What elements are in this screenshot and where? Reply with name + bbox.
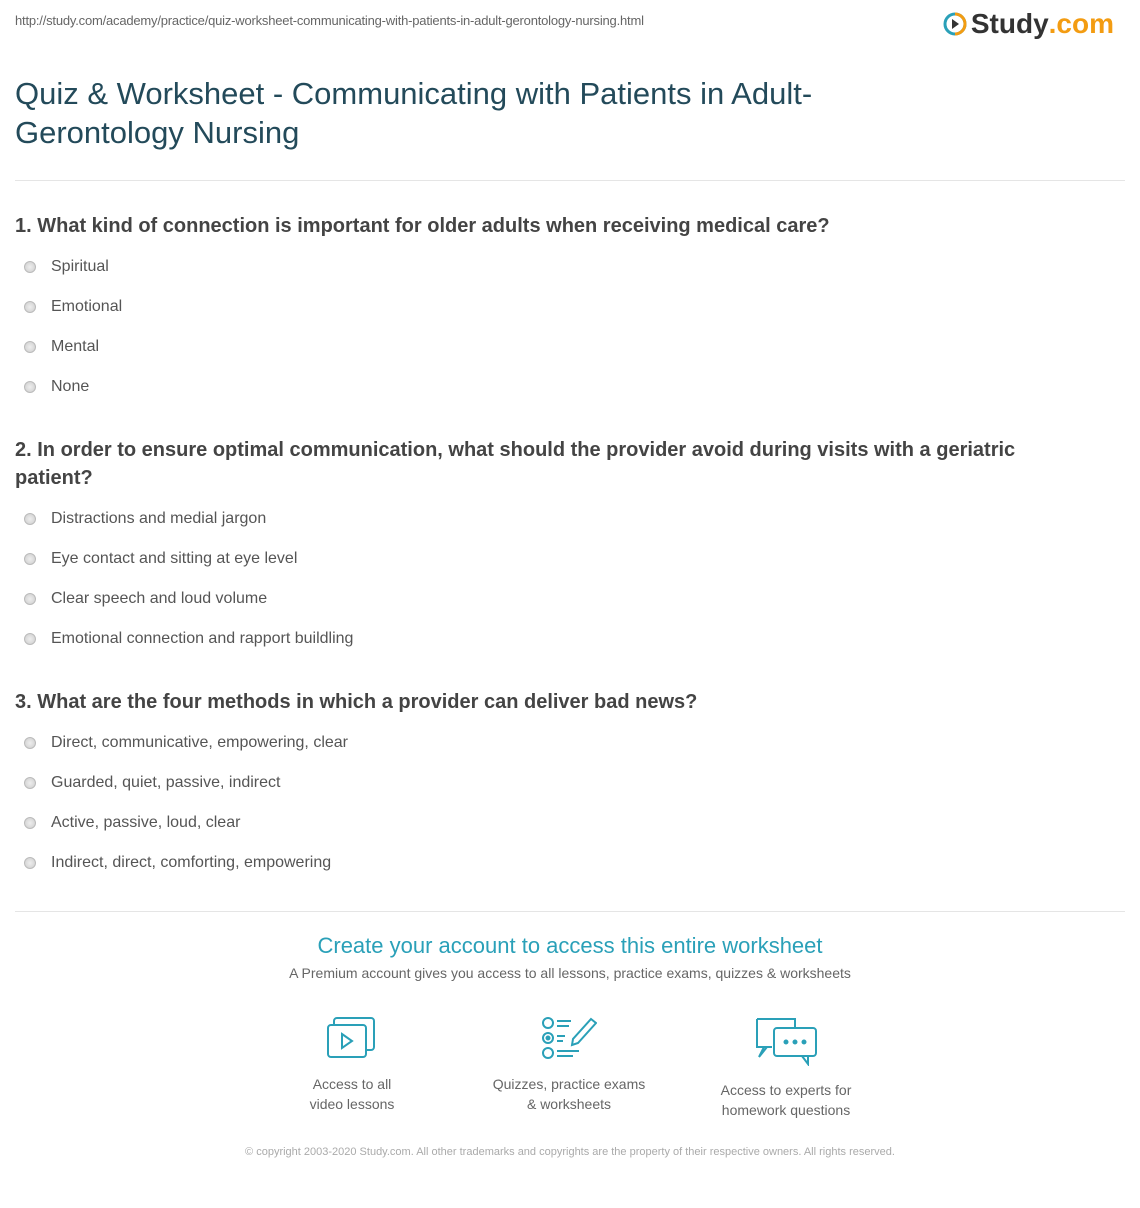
study-logo[interactable] [943, 8, 1114, 40]
radio-button[interactable] [24, 857, 36, 869]
signup-cta [0, 933, 1140, 981]
option-label: Emotional connection and rapport buildling [51, 630, 354, 647]
radio-button[interactable] [24, 777, 36, 789]
answer-option[interactable] [15, 723, 1095, 763]
option-label: Clear speech and loud volume [51, 590, 268, 607]
radio-button[interactable] [24, 817, 36, 829]
feature-label: Access to all [312, 1076, 392, 1092]
cta-subtitle: A Premium account gives you access to all lessons, practice exams, quizzes & worksheets [289, 965, 851, 981]
radio-button[interactable] [24, 737, 36, 749]
option-label: Eye contact and sitting at eye level [51, 550, 298, 567]
option-label: Distractions and medial jargon [51, 510, 267, 527]
radio-button[interactable] [24, 513, 36, 525]
radio-button[interactable] [24, 301, 36, 313]
question-text: 1. What kind of connection is important for older adults when receiving medical care? [15, 215, 830, 237]
option-label: Guarded, quiet, passive, indirect [51, 774, 281, 791]
option-label: Indirect, direct, comforting, empowering [51, 854, 332, 871]
divider [15, 180, 1125, 181]
radio-button[interactable] [24, 633, 36, 645]
option-label: Active, passive, loud, clear [51, 814, 241, 831]
answer-option[interactable] [15, 803, 1095, 843]
feature-label: Quizzes, practice exams [492, 1076, 646, 1092]
create-account-link[interactable]: Create your account to access this entire worksheet [317, 933, 823, 958]
page-title: Quiz & Worksheet - Communicating with Patients in Adult-Gerontology Nursing [15, 76, 813, 150]
page-url: http://study.com/academy/practice/quiz-worksheet-communicating-with-patients-in-adult-gerontology-nursing.html [15, 13, 644, 28]
answer-option[interactable] [15, 619, 1095, 659]
answer-option[interactable] [15, 287, 1095, 327]
answer-option[interactable] [15, 327, 1095, 367]
feature-experts [686, 1016, 886, 1120]
option-label: None [51, 378, 90, 395]
feature-label: video lessons [309, 1096, 395, 1112]
question-text: 2. In order to ensure optimal communication, what should the provider avoid during visits with a geriatric patient? [15, 439, 1016, 489]
quiz-checklist-icon [541, 1016, 597, 1060]
feature-label: Access to experts for [720, 1082, 852, 1098]
question-1 [15, 212, 1095, 407]
radio-button[interactable] [24, 341, 36, 353]
logo-name: Study [970, 8, 1049, 39]
option-label: Emotional [51, 298, 123, 315]
radio-button[interactable] [24, 553, 36, 565]
question-text: 3. What are the four methods in which a provider can deliver bad news? [15, 691, 698, 713]
option-label: Mental [51, 338, 100, 355]
answer-option[interactable] [15, 247, 1095, 287]
divider [15, 911, 1125, 912]
feature-video-lessons [252, 1016, 452, 1114]
question-2 [15, 436, 1095, 659]
video-lessons-icon [326, 1016, 378, 1060]
copyright: © copyright 2003-2020 Study.com. All other trademarks and copyrights are the property of their respective owners. All rights reserved. [245, 1146, 895, 1158]
feature-label: homework questions [721, 1102, 851, 1118]
feature-label: & worksheets [526, 1096, 612, 1112]
question-3 [15, 688, 1095, 883]
answer-option[interactable] [15, 367, 1095, 407]
radio-button[interactable] [24, 381, 36, 393]
feature-quizzes [469, 1016, 669, 1114]
answer-option[interactable] [15, 843, 1095, 883]
option-label: Direct, communicative, empowering, clear [51, 734, 348, 751]
answer-option[interactable] [15, 539, 1095, 579]
radio-button[interactable] [24, 261, 36, 273]
answer-option[interactable] [15, 499, 1095, 539]
answer-option[interactable] [15, 763, 1095, 803]
logo-suffix: .com [1048, 8, 1114, 39]
answer-option[interactable] [15, 579, 1095, 619]
play-logo-icon [943, 12, 967, 36]
chat-bubbles-icon [754, 1016, 818, 1066]
radio-button[interactable] [24, 593, 36, 605]
option-label: Spiritual [51, 258, 109, 275]
